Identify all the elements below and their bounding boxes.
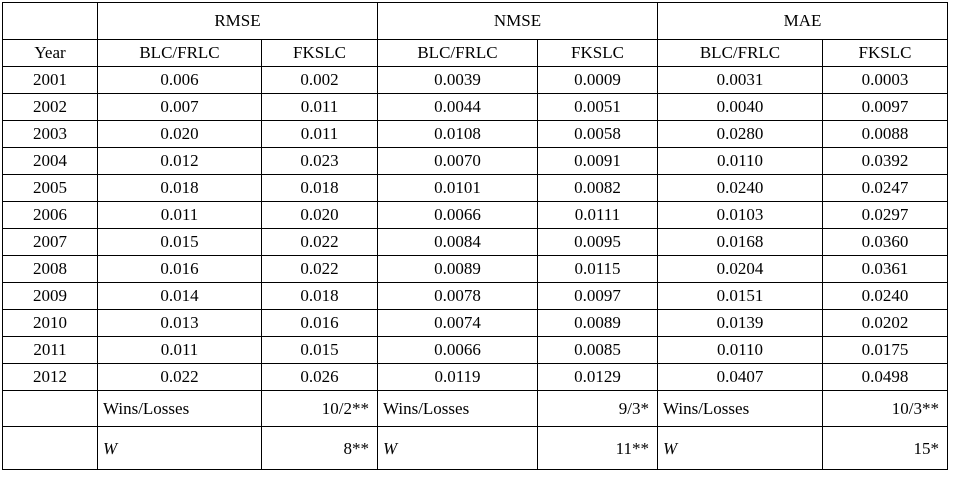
cell-year: 2001 <box>3 67 98 94</box>
cell-mae-blc-frlc: 0.0103 <box>658 202 823 229</box>
cell-rmse-blc-frlc: 0.007 <box>98 94 262 121</box>
cell-nmse-blc-frlc: 0.0084 <box>378 229 538 256</box>
table-row <box>3 364 948 391</box>
cell-rmse-blc-frlc: 0.016 <box>98 256 262 283</box>
cell-rmse-fkslc: 0.011 <box>262 94 378 121</box>
subheader-rmse-fkslc: FKSLC <box>262 40 378 67</box>
cell-nmse-blc-frlc: 0.0078 <box>378 283 538 310</box>
cell-rmse-fkslc: 0.020 <box>262 202 378 229</box>
cell-mae-blc-frlc: 0.0040 <box>658 94 823 121</box>
cell-mae-fkslc: 0.0392 <box>823 148 948 175</box>
cell-mae-fkslc: 0.0003 <box>823 67 948 94</box>
w-statistic-row-value: 11** <box>538 427 658 470</box>
subheader-mae-blc-frlc: BLC/FRLC <box>658 40 823 67</box>
wins-losses-row-label: Wins/Losses <box>98 391 262 427</box>
cell-mae-blc-frlc: 0.0204 <box>658 256 823 283</box>
cell-year: 2002 <box>3 94 98 121</box>
w-statistic-row-value: 15* <box>823 427 948 470</box>
subheader-year: Year <box>3 40 98 67</box>
cell-rmse-fkslc: 0.016 <box>262 310 378 337</box>
cell-nmse-fkslc: 0.0085 <box>538 337 658 364</box>
table-row <box>3 175 948 202</box>
cell-mae-blc-frlc: 0.0240 <box>658 175 823 202</box>
cell-nmse-fkslc: 0.0051 <box>538 94 658 121</box>
cell-rmse-fkslc: 0.018 <box>262 283 378 310</box>
cell-mae-fkslc: 0.0202 <box>823 310 948 337</box>
cell-mae-fkslc: 0.0360 <box>823 229 948 256</box>
cell-rmse-fkslc: 0.015 <box>262 337 378 364</box>
cell-nmse-fkslc: 0.0082 <box>538 175 658 202</box>
table-row <box>3 94 948 121</box>
table-row <box>3 337 948 364</box>
cell-nmse-blc-frlc: 0.0089 <box>378 256 538 283</box>
subheader-nmse-fkslc: FKSLC <box>538 40 658 67</box>
wins-losses-row-label: Wins/Losses <box>378 391 538 427</box>
subheader-mae-fkslc: FKSLC <box>823 40 948 67</box>
cell-mae-fkslc: 0.0361 <box>823 256 948 283</box>
cell-year: 2007 <box>3 229 98 256</box>
results-table <box>2 2 948 470</box>
cell-mae-fkslc: 0.0240 <box>823 283 948 310</box>
table-row <box>3 256 948 283</box>
cell-mae-blc-frlc: 0.0280 <box>658 121 823 148</box>
cell-rmse-fkslc: 0.002 <box>262 67 378 94</box>
cell-mae-blc-frlc: 0.0139 <box>658 310 823 337</box>
wins-losses-row-value: 9/3* <box>538 391 658 427</box>
cell-nmse-blc-frlc: 0.0119 <box>378 364 538 391</box>
cell-rmse-fkslc: 0.022 <box>262 256 378 283</box>
cell-nmse-fkslc: 0.0115 <box>538 256 658 283</box>
empty-cell <box>3 427 98 470</box>
cell-nmse-blc-frlc: 0.0066 <box>378 202 538 229</box>
cell-mae-fkslc: 0.0247 <box>823 175 948 202</box>
cell-mae-fkslc: 0.0097 <box>823 94 948 121</box>
cell-rmse-blc-frlc: 0.015 <box>98 229 262 256</box>
cell-year: 2005 <box>3 175 98 202</box>
cell-mae-fkslc: 0.0088 <box>823 121 948 148</box>
wins-losses-row-label: Wins/Losses <box>658 391 823 427</box>
cell-year: 2011 <box>3 337 98 364</box>
cell-year: 2004 <box>3 148 98 175</box>
cell-nmse-blc-frlc: 0.0070 <box>378 148 538 175</box>
cell-rmse-blc-frlc: 0.011 <box>98 337 262 364</box>
table-row <box>3 67 948 94</box>
cell-nmse-fkslc: 0.0111 <box>538 202 658 229</box>
cell-nmse-blc-frlc: 0.0108 <box>378 121 538 148</box>
cell-year: 2003 <box>3 121 98 148</box>
cell-nmse-fkslc: 0.0129 <box>538 364 658 391</box>
table-row <box>3 310 948 337</box>
group-header-mae: MAE <box>658 3 948 40</box>
subheader-rmse-blc-frlc: BLC/FRLC <box>98 40 262 67</box>
table-row <box>3 202 948 229</box>
cell-rmse-blc-frlc: 0.020 <box>98 121 262 148</box>
w-statistic-row-label: W <box>378 427 538 470</box>
cell-mae-fkslc: 0.0175 <box>823 337 948 364</box>
cell-mae-blc-frlc: 0.0110 <box>658 148 823 175</box>
subheader-row <box>3 40 948 67</box>
cell-mae-fkslc: 0.0498 <box>823 364 948 391</box>
cell-mae-blc-frlc: 0.0110 <box>658 337 823 364</box>
cell-rmse-blc-frlc: 0.006 <box>98 67 262 94</box>
w-statistic-row-label: W <box>658 427 823 470</box>
cell-rmse-fkslc: 0.011 <box>262 121 378 148</box>
cell-mae-blc-frlc: 0.0031 <box>658 67 823 94</box>
cell-year: 2010 <box>3 310 98 337</box>
cell-rmse-fkslc: 0.018 <box>262 175 378 202</box>
cell-nmse-fkslc: 0.0091 <box>538 148 658 175</box>
cell-rmse-blc-frlc: 0.012 <box>98 148 262 175</box>
table-row <box>3 121 948 148</box>
cell-rmse-fkslc: 0.022 <box>262 229 378 256</box>
cell-rmse-blc-frlc: 0.013 <box>98 310 262 337</box>
cell-rmse-fkslc: 0.026 <box>262 364 378 391</box>
cell-nmse-fkslc: 0.0095 <box>538 229 658 256</box>
cell-mae-blc-frlc: 0.0151 <box>658 283 823 310</box>
cell-rmse-blc-frlc: 0.018 <box>98 175 262 202</box>
cell-year: 2006 <box>3 202 98 229</box>
cell-year: 2009 <box>3 283 98 310</box>
cell-mae-fkslc: 0.0297 <box>823 202 948 229</box>
cell-year: 2012 <box>3 364 98 391</box>
cell-nmse-fkslc: 0.0009 <box>538 67 658 94</box>
table-row <box>3 148 948 175</box>
wins-losses-row <box>3 391 948 427</box>
corner-cell <box>3 3 98 40</box>
table-row <box>3 229 948 256</box>
cell-nmse-blc-frlc: 0.0101 <box>378 175 538 202</box>
w-statistic-row-value: 8** <box>262 427 378 470</box>
table-row <box>3 283 948 310</box>
cell-nmse-blc-frlc: 0.0039 <box>378 67 538 94</box>
subheader-nmse-blc-frlc: BLC/FRLC <box>378 40 538 67</box>
group-header-nmse: NMSE <box>378 3 658 40</box>
cell-year: 2008 <box>3 256 98 283</box>
cell-mae-blc-frlc: 0.0407 <box>658 364 823 391</box>
cell-mae-blc-frlc: 0.0168 <box>658 229 823 256</box>
cell-nmse-fkslc: 0.0058 <box>538 121 658 148</box>
empty-cell <box>3 391 98 427</box>
cell-nmse-fkslc: 0.0089 <box>538 310 658 337</box>
wins-losses-row-value: 10/2** <box>262 391 378 427</box>
cell-nmse-blc-frlc: 0.0074 <box>378 310 538 337</box>
cell-nmse-blc-frlc: 0.0066 <box>378 337 538 364</box>
cell-rmse-blc-frlc: 0.011 <box>98 202 262 229</box>
w-statistic-row <box>3 427 948 470</box>
group-header-row <box>3 3 948 40</box>
group-header-rmse: RMSE <box>98 3 378 40</box>
cell-rmse-blc-frlc: 0.022 <box>98 364 262 391</box>
w-statistic-row-label: W <box>98 427 262 470</box>
cell-rmse-blc-frlc: 0.014 <box>98 283 262 310</box>
wins-losses-row-value: 10/3** <box>823 391 948 427</box>
cell-nmse-fkslc: 0.0097 <box>538 283 658 310</box>
cell-rmse-fkslc: 0.023 <box>262 148 378 175</box>
cell-nmse-blc-frlc: 0.0044 <box>378 94 538 121</box>
